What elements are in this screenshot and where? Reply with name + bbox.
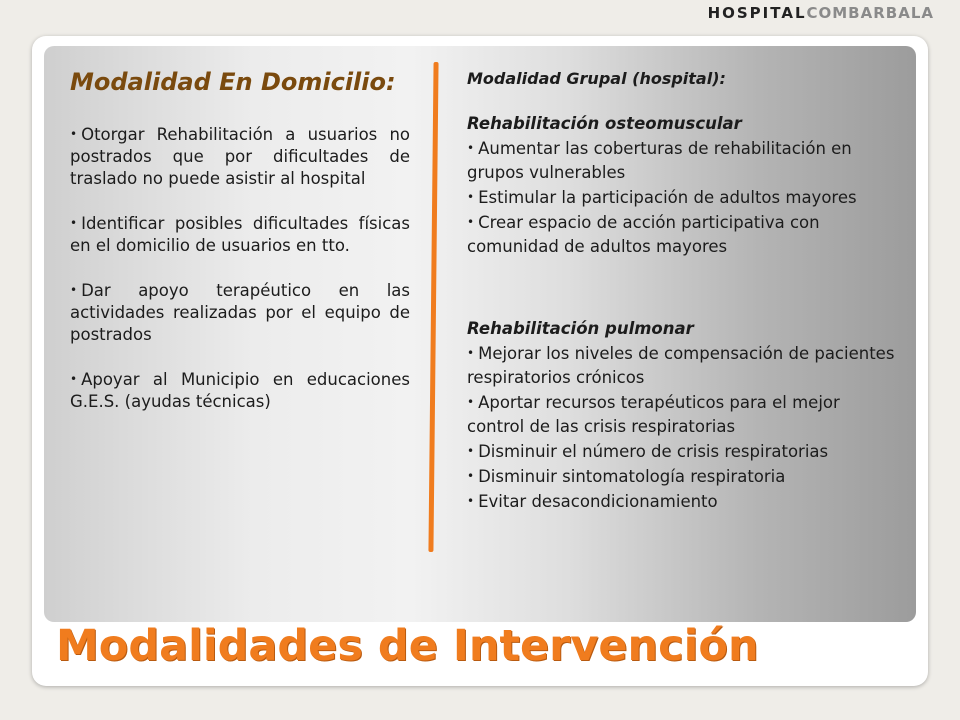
pulmonary-bullet-text: Disminuir el número de crisis respiratorias	[478, 442, 829, 461]
bullet-dot-icon: •	[467, 494, 475, 508]
bullet-dot-icon: •	[467, 395, 475, 409]
home-bullet-text: Otorgar Rehabilitación a usuarios no postrados que por dificultades de traslado no puede asistir al hospital	[70, 125, 410, 188]
pulmonary-section	[467, 317, 897, 514]
bullet-dot-icon: •	[467, 190, 475, 204]
bullet-dot-icon: •	[467, 469, 475, 483]
pulmonary-bullet	[467, 341, 897, 390]
pulmonary-bullet	[467, 439, 897, 464]
bullet-dot-icon: •	[467, 215, 475, 229]
pulmonary-bullet	[467, 464, 897, 489]
hospital-brand	[708, 4, 934, 22]
brand-part-combarbala: COMBARBALA	[806, 4, 934, 22]
bullet-dot-icon: •	[467, 346, 475, 360]
home-bullet-text: Identificar posibles dificultades físicas en el domicilio de usuarios en tto.	[70, 214, 410, 255]
home-modality-title: Modalidad En Domicilio:	[70, 68, 396, 96]
bullet-dot-icon: •	[70, 216, 78, 230]
home-bullet	[70, 368, 410, 413]
pulmonary-bullet	[467, 489, 897, 514]
osteomuscular-bullet-text: Aumentar las coberturas de rehabilitación en grupos vulnerables	[467, 139, 852, 182]
pulmonary-bullet-text: Aportar recursos terapéuticos para el mejor control de las crisis respiratorias	[467, 393, 840, 436]
bullet-dot-icon: •	[467, 141, 475, 155]
bullet-dot-icon: •	[467, 444, 475, 458]
home-modality-column	[70, 68, 410, 435]
home-bullet	[70, 212, 410, 257]
slide-title: Modalidades de Intervención	[56, 621, 759, 671]
home-bullet-text: Apoyar al Municipio en educaciones G.E.S. (ayudas técnicas)	[70, 370, 410, 411]
osteomuscular-bullet	[467, 210, 897, 259]
osteomuscular-bullet	[467, 185, 897, 210]
osteomuscular-bullet-text: Estimular la participación de adultos mayores	[478, 188, 857, 207]
pulmonary-title: Rehabilitación pulmonar	[467, 319, 694, 338]
home-bullet	[70, 279, 410, 346]
brand-part-hospital: HOSPITAL	[707, 4, 807, 22]
bullet-dot-icon: •	[70, 283, 78, 297]
pulmonary-bullet	[467, 390, 897, 439]
osteomuscular-title: Rehabilitación osteomuscular	[467, 114, 742, 133]
home-bullet-text: Dar apoyo terapéutico en las actividades realizadas por el equipo de postrados	[70, 281, 410, 344]
osteomuscular-bullet	[467, 136, 897, 185]
bullet-dot-icon: •	[70, 127, 78, 141]
home-bullet	[70, 123, 410, 190]
bullet-dot-icon: •	[70, 372, 78, 386]
pulmonary-bullet-text: Disminuir sintomatología respiratoria	[478, 467, 786, 486]
group-modality-column	[467, 68, 897, 514]
osteomuscular-bullet-text: Crear espacio de acción participativa con comunidad de adultos mayores	[467, 213, 820, 256]
pulmonary-bullet-text: Evitar desacondicionamiento	[478, 492, 718, 511]
pulmonary-bullet-text: Mejorar los niveles de compensación de pacientes respiratorios crónicos	[467, 344, 895, 387]
osteomuscular-section	[467, 112, 897, 259]
group-modality-title: Modalidad Grupal (hospital):	[467, 69, 726, 88]
